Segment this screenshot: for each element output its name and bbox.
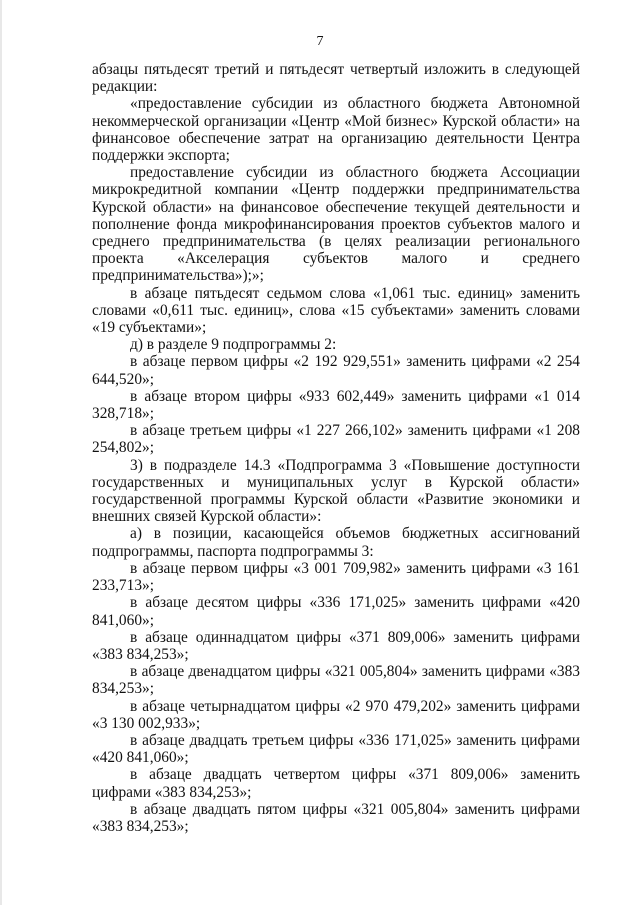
paragraph: а) в позиции, касающейся объемов бюджетных ассигнований подпрограммы, паспорта подпрограммы 3: — [92, 525, 580, 560]
paragraph: в абзаце втором цифры «933 602,449» заменить цифрами «1 014 328,718»; — [92, 387, 580, 423]
paragraph: в абзаце десятом цифры «336 171,025» заменить цифрами «420 841,060»; — [92, 594, 580, 629]
paragraph: в абзаце двадцать третьем цифры «336 171,025» заменить цифрами «420 841,060»; — [92, 731, 580, 767]
document-body — [92, 61, 580, 835]
paragraph: д) в разделе 9 подпрограммы 2: — [130, 336, 337, 354]
paragraph: в абзаце пятьдесят седьмом слова «1,061 тыс. единиц» заменить словами «0,611 тыс. единиц», слова «15 субъектами» заменить словами «19 субъектами»; — [92, 284, 580, 337]
paragraph: в абзаце первом цифры «2 192 929,551» заменить цифрами «2 254 644,520»; — [92, 353, 580, 388]
paragraph: абзацы пятьдесят третий и пятьдесят четвертый изложить в следующей редакции: — [92, 61, 580, 96]
paragraph: предоставление субсидии из областного бюджета Ассоциации микрокредитной компании «Центр поддержки предпринимательства Курской области» на финансовое обеспечение текущей деятельности и пополнение фонда микрофинансирования проектов субъектов малого и среднего предпринимательства (в целях реализации регионального проекта «Акселерация субъектов малого и среднего предпринимательства»);»; — [92, 164, 580, 285]
page-number: 7 — [316, 34, 324, 49]
paragraph: в абзаце третьем цифры «1 227 266,102» заменить цифрами «1 208 254,802»; — [92, 422, 580, 457]
paragraph: 3) в подразделе 14.3 «Подпрограмма 3 «Повышение доступности государственных и муниципальных услуг в Курской области» государственной программы Курской области «Развитие экономики и внешних связей Курской области»: — [92, 456, 580, 526]
paragraph: в абзаце одиннадцатом цифры «371 809,006» заменить цифрами «383 834,253»; — [92, 628, 580, 663]
paragraph: в абзаце двадцать пятом цифры «321 005,804» заменить цифрами «383 834,253»; — [92, 800, 580, 835]
paragraph: «предоставление субсидии из областного бюджета Автономной некоммерческой организации «Центр «Мой бизнес» Курской области» на финансовое обеспечение затрат на организацию деятельности Центра поддержки экспорта; — [92, 95, 580, 165]
paragraph: в абзаце двадцать четвертом цифры «371 809,006» заменить цифрами «383 834,253»; — [92, 766, 580, 801]
paragraph: в абзаце двенадцатом цифры «321 005,804» заменить цифрами «383 834,253»; — [92, 663, 580, 698]
paragraph: в абзаце первом цифры «3 001 709,982» заменить цифрами «3 161 233,713»; — [92, 559, 580, 595]
paragraph: в абзаце четырнадцатом цифры «2 970 479,202» заменить цифрами «3 130 002,933»; — [92, 697, 580, 732]
scan-edge — [0, 0, 2, 905]
